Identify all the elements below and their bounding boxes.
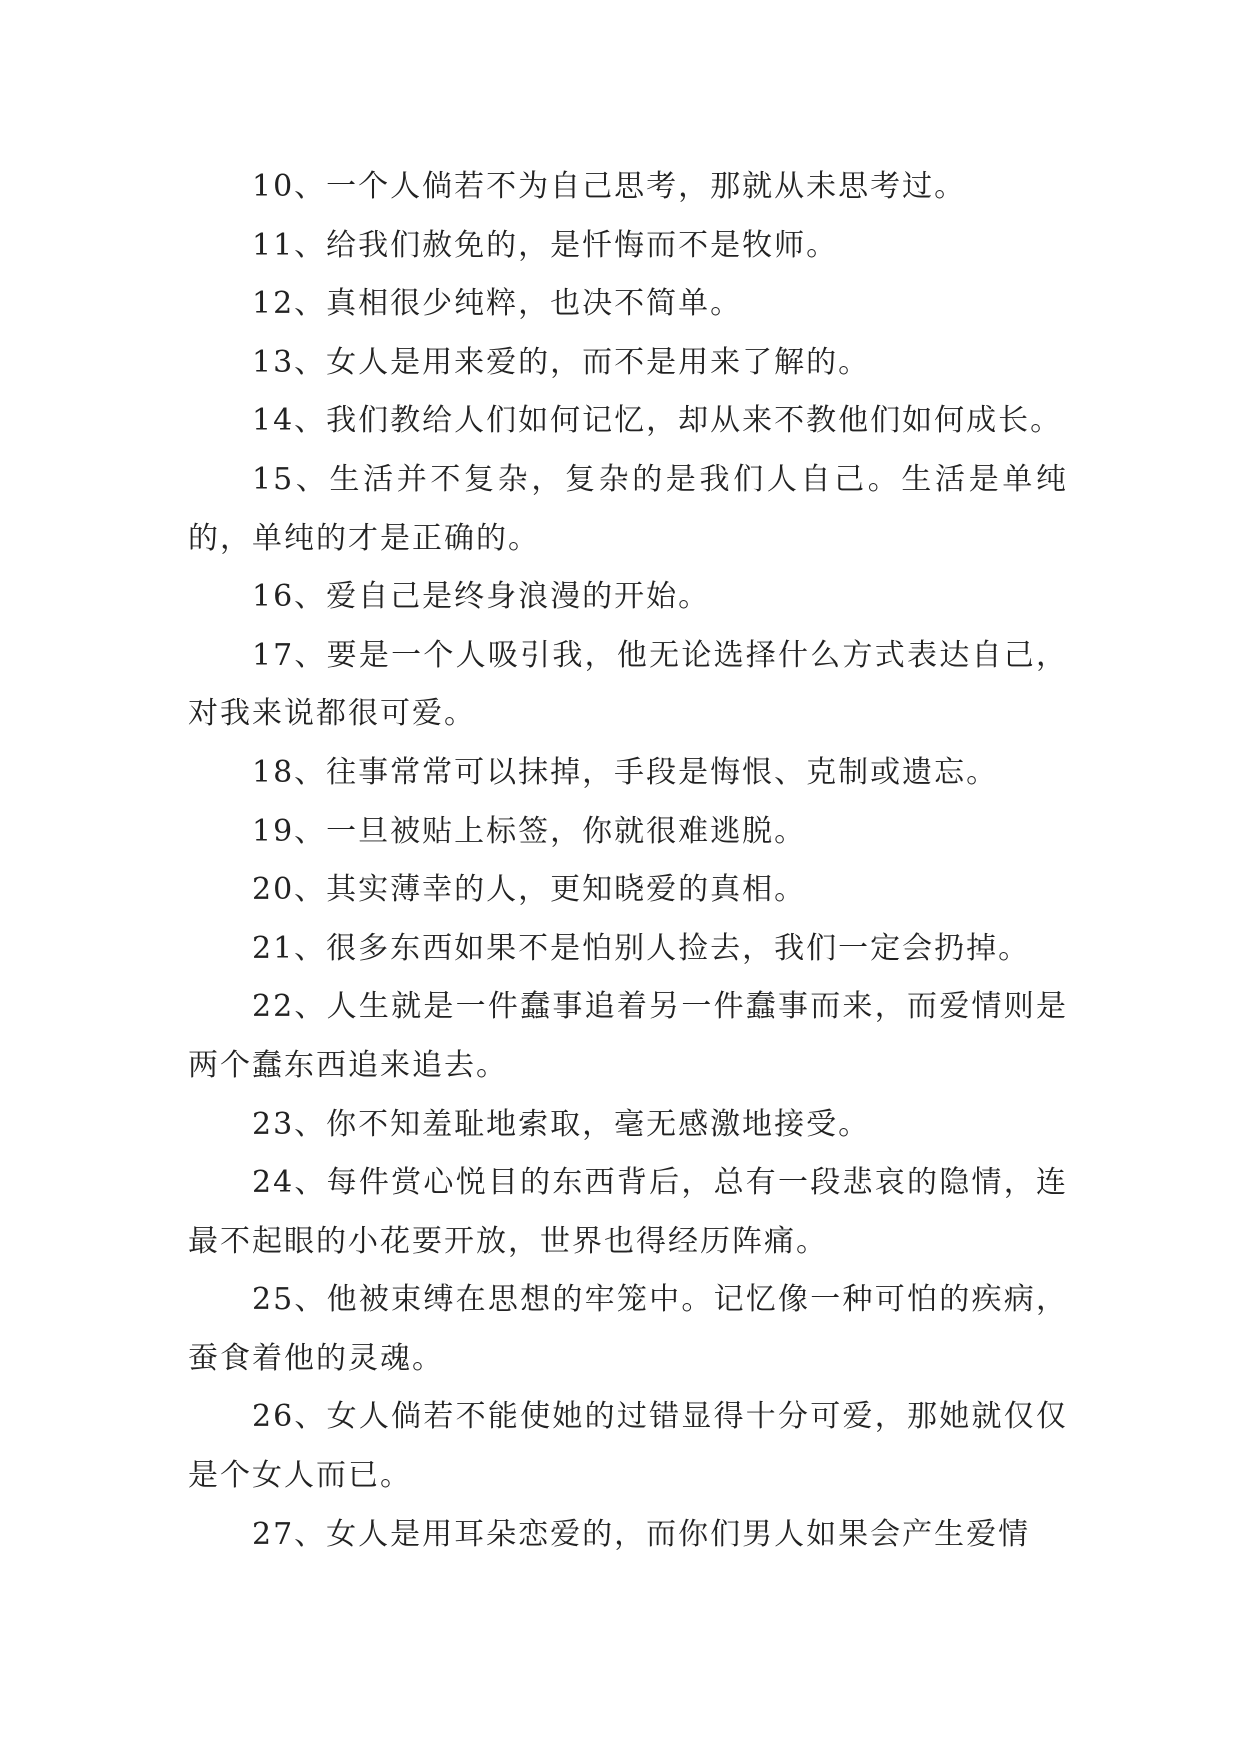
paragraph-15: 15、生活并不复杂，复杂的是我们人自己。生活是单纯的，单纯的才是正确的。 bbox=[188, 461, 1068, 556]
paragraph-21: 21、很多东西如果不是怕别人捡去，我们一定会扔掉。 bbox=[252, 930, 1031, 966]
paragraph-19: 19、一旦被贴上标签，你就很难逃脱。 bbox=[252, 813, 807, 849]
paragraph-12: 12、真相很少纯粹，也决不简单。 bbox=[252, 286, 743, 322]
paragraph-17: 17、要是一个人吸引我，他无论选择什么方式表达自己，对我来说都很可爱。 bbox=[188, 637, 1068, 732]
paragraph-18: 18、往事常常可以抹掉，手段是悔恨、克制或遗忘。 bbox=[252, 754, 999, 790]
paragraph-25: 25、他被束缚在思想的牢笼中。记忆像一种可怕的疾病，蚕食着他的灵魂。 bbox=[188, 1282, 1068, 1376]
paragraph-16: 16、爱自己是终身浪漫的开始。 bbox=[252, 579, 711, 615]
paragraph-27: 27、女人是用耳朵恋爱的，而你们男人如果会产生爱情 bbox=[252, 1516, 1031, 1552]
paragraph-22: 22、人生就是一件蠢事追着另一件蠢事而来，而爱情则是两个蠢东西追来追去。 bbox=[188, 989, 1068, 1083]
paragraph-10: 10、一个人倘若不为自己思考，那就从未思考过。 bbox=[252, 169, 967, 204]
paragraph-13: 13、女人是用来爱的，而不是用来了解的。 bbox=[252, 344, 871, 380]
paragraph-14: 14、我们教给人们如何记忆，却从来不教他们如何成长。 bbox=[252, 403, 1063, 439]
paragraph-26: 26、女人倘若不能使她的过错显得十分可爱，那她就仅仅是个女人而已。 bbox=[188, 1399, 1068, 1494]
paragraph-11: 11、给我们赦免的，是忏悔而不是牧师。 bbox=[252, 227, 839, 263]
document-body bbox=[188, 158, 1068, 1564]
paragraph-24: 24、每件赏心悦目的东西背后，总有一段悲哀的隐情，连最不起眼的小花要开放，世界也得经历阵痛。 bbox=[188, 1165, 1068, 1259]
paragraph-23: 23、你不知羞耻地索取，毫无感激地接受。 bbox=[252, 1106, 871, 1142]
paragraph-20: 20、其实薄幸的人，更知晓爱的真相。 bbox=[252, 872, 807, 908]
